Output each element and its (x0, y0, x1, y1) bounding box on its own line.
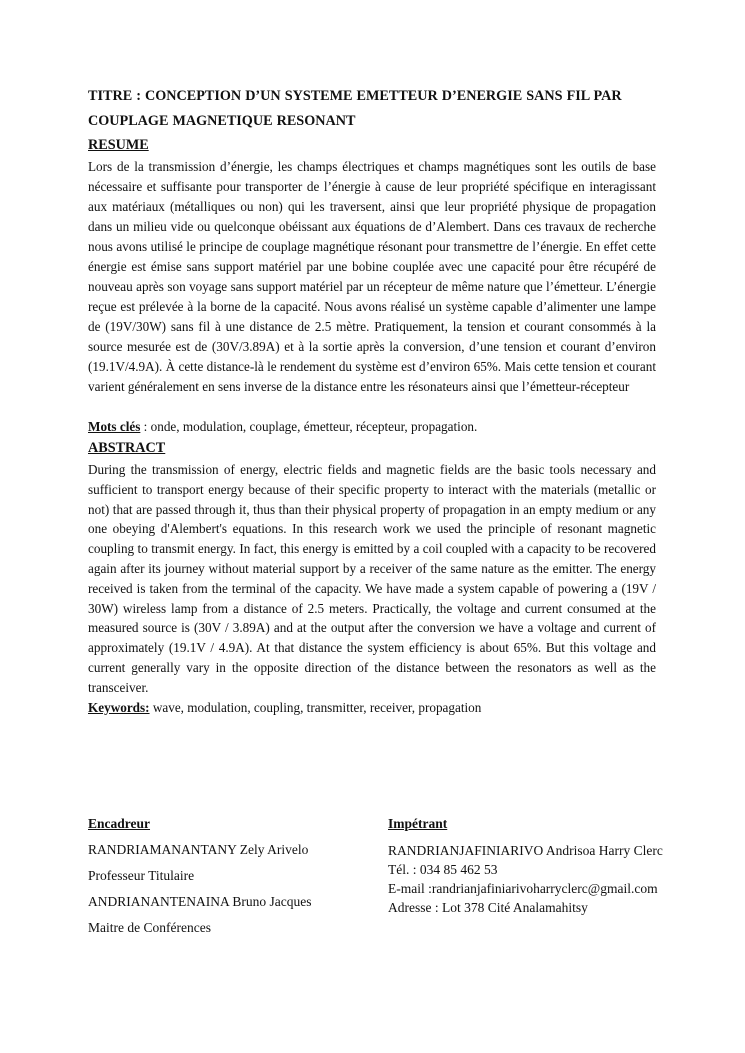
encadreur-line: Professeur Titulaire (88, 868, 195, 883)
document-body (88, 84, 656, 718)
encadreur-line: ANDRIANANTENAINA Bruno Jacques (88, 894, 312, 909)
abstract-heading: ABSTRACT (88, 440, 166, 456)
impetrant-tel: Tél. : 034 85 462 53 (388, 862, 498, 877)
document-title-line-2: COUPLAGE MAGNETIQUE RESONANT (88, 113, 356, 129)
impetrant-name: RANDRIANJAFINIARIVO Andrisoa Harry Clerc (388, 843, 663, 858)
impetrant-heading: Impétrant (388, 816, 448, 831)
keywords-label: Keywords: (88, 699, 150, 715)
encadreur-line: Maitre de Conférences (88, 920, 211, 935)
resume-heading: RESUME (88, 137, 149, 153)
keywords-text: wave, modulation, coupling, transmitter, receiver, propagation (149, 699, 482, 715)
impetrant-address: Adresse : Lot 378 Cité Analamahitsy (388, 900, 588, 915)
keywords-line (88, 698, 656, 718)
impetrant-email: E-mail :randrianjafiniarivoharryclerc@gmail.com (388, 881, 658, 896)
mots-cles-label: Mots clés (88, 419, 141, 434)
encadreur-line: RANDRIAMANANTANY Zely Arivelo (88, 842, 309, 857)
resume-paragraph: Lors de la transmission d’énergie, les champs électriques et champs magnétiques sont les outils de base nécessaire et suffisante pour transporter de l’énergie à cause de leur propriété spécifique en interagissant aux matériaux (métalliques ou non) qui les traversent, ainsi que leur propriété physique de propagation dans un milieu vide ou quelconque obéissant aux équations de d’Alembert. Dans ces travaux de recherche nous avons utilisé le principe de couplage magnétique résonant pour transmettre de l’énergie. En effet cette énergie est émise sans support matériel par une bobine couplée avec une capacité pour être récupéré de nouveau après son voyage sans support matériel par un récepteur de même nature que l’émetteur. L’énergie reçue est prélevée à la borne de la capacité. Nous avons réalisé un système capable d’alimenter une lampe de (19V/30W) sans fil à une distance de 2.5 mètre. Pratiquement, la tension et courant consommés à la source mesurée est de (30V/3.89A) et à la sortie après la conversion, d’une tension et courant d’environ (19.1V/4.9A). À cette distance-là le rendement du système est d’environ 65%. Mais cette tension et courant varient généralement en sens inverse de la distance entre les résonateurs ainsi que l’émetteur-récepteur (88, 159, 656, 394)
encadreur-heading: Encadreur (88, 816, 151, 831)
abstract-paragraph: During the transmission of energy, electric fields and magnetic fields are the basic tools necessary and sufficient to transport energy because of their specific property to interact with the materials (metallic or not) that are passed through it, thus than their physical property of propagation in an empty medium or any one obeying d'Alembert's equations. In this research work we used the principle of resonant magnetic coupling to transmit energy. In fact, this energy is emitted by a coil coupled with a capacity to be recovered again after its journey without material support by a receiver of the same nature as the emitter. The energy received is taken from the terminal of the capacity. We have made a system capable of powering a (19V / 30W) wireless lamp from a distance of 2.5 meters. Practically, the voltage and current consumed at the measured source is (30V / 3.89A) and at the output after the conversion we have a voltage and current of approximately (19.1V / 4.9A). At that distance the system efficiency is about 65%. But this voltage and current generally vary in the opposite direction of the distance between the resonators as well as the transceiver. (88, 462, 656, 695)
document-title-line-1: TITRE : CONCEPTION D’UN SYSTEME EMETTEUR D’ENERGIE SANS FIL PAR (88, 88, 622, 104)
mots-cles-line (88, 417, 656, 437)
encadreur-column (88, 815, 378, 945)
spacer (88, 397, 656, 417)
mots-cles-text: : onde, modulation, couplage, émetteur, récepteur, propagation. (140, 419, 478, 434)
impetrant-column (388, 815, 698, 917)
